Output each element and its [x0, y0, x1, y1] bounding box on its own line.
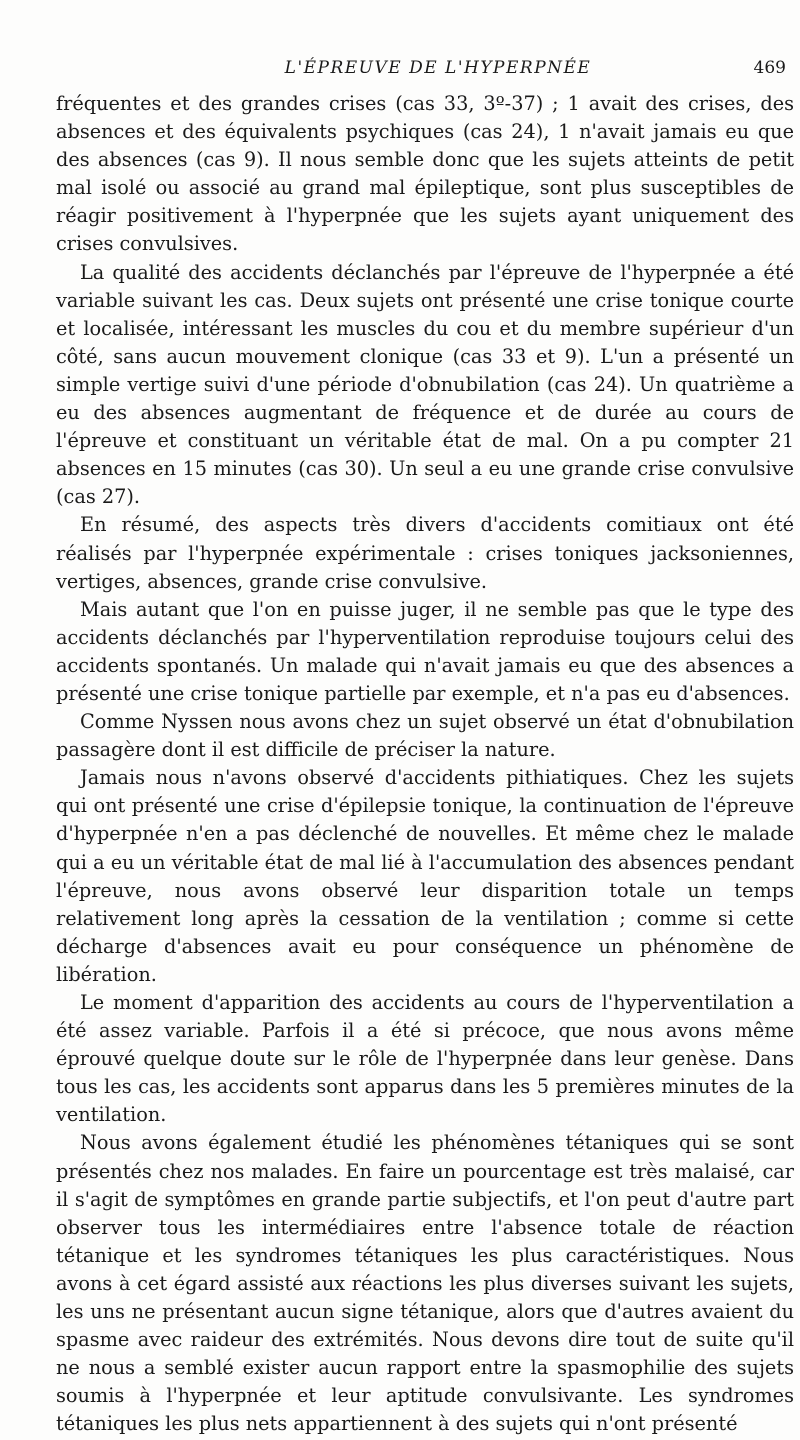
paragraph-pithiatic: Jamais nous n'avons observé d'accidents pithiatiques. Chez les sujets qui ont présenté une crise d'épilepsie tonique, la continuation de l'épreuve d'hyperpnée n'en a pas déclenché de nouvelles. Et même chez le malade qui a eu un véritable état de mal lié à l'accumulation des absences pendant l'épreuve, nous avons observé leur disparition totale un temps relativement long après la cessation de la ventilation ; comme si cette décharge d'absences avait eu pour conséquence un phénomène de libération. — [56, 766, 794, 986]
paragraph-onset-time: Le moment d'apparition des accidents au cours de l'hyperventilation a été assez variable. Parfois il a été si précoce, que nous avons même éprouvé quelque doute sur le rôle de l'hyperpnée dans leur genèse. Dans tous les cas, les accidents sont apparus dans les 5 premières minutes de la ventilation. — [56, 991, 794, 1127]
running-title: L'ÉPREUVE DE L'HYPERPNÉE — [284, 58, 592, 78]
paragraph-tetanic: Nous avons également étudié les phénomènes tétaniques qui se sont présentés chez nos malades. En faire un pourcentage est très malaisé, car il s'agit de symptômes en grande partie subjectifs, et l'on peut d'autre part observer tous les intermédiaires entre l'absence totale de réaction tétanique et les syndromes tétaniques les plus caractéristiques. Nous avons à cet égard assisté aux réactions les plus diverses suivant les sujets, les uns ne présentant aucun signe tétanique, alors que d'autres avaient du spasme avec raideur des extrémités. Nous devons dire tout de suite qu'il ne nous a semblé exister aucun rapport entre la spasmophilie des sujets soumis à l'hyperpnée et leur aptitude convulsivante. Les syndromes tétaniques les plus nets appartiennent à des sujets qui n'ont présenté — [56, 1131, 794, 1436]
paragraph-nyssen: Comme Nyssen nous avons chez un sujet observé un état d'obnubilation passagère dont il est difficile de préciser la nature. — [56, 710, 794, 762]
body-text — [56, 90, 794, 1439]
paragraph-accident-type: Mais autant que l'on en puisse juger, il ne semble pas que le type des accidents déclanchés par l'hyperventilation reproduise toujours celui des accidents spontanés. Un malade qui n'avait jamais eu que des absences a présenté une crise tonique partielle par exemple, et n'a pas eu d'absences. — [56, 597, 794, 705]
paragraph-summary: En résumé, des aspects très divers d'accidents comitiaux ont été réalisés par l'hyperpnée expérimentale : crises toniques jacksoniennes, vertiges, absences, grande crise convulsive. — [56, 513, 794, 593]
page-number: 469 — [753, 58, 786, 78]
running-head — [90, 58, 786, 88]
paragraph-accident-quality: La qualité des accidents déclanchés par l'épreuve de l'hyperpnée a été variable suivant les cas. Deux sujets ont présenté une crise tonique courte et localisée, intéressant les muscles du cou et du membre supérieur d'un côté, sans aucun mouvement clonique (cas 33 et 9). L'un a présenté un simple vertige suivi d'une période d'obnubilation (cas 24). Un quatrième a eu des absences augmentant de fréquence et de durée au cours de l'épreuve et constituant un véritable état de mal. On a pu compter 21 absences en 15 minutes (cas 30). Un seul a eu une grande crise convulsive (cas 27). — [56, 260, 794, 509]
paragraph-continuation: fréquentes et des grandes crises (cas 33, 3º-37) ; 1 avait des crises, des absences et des équivalents psychiques (cas 24), 1 n'avait jamais eu que des absences (cas 9). Il nous semble donc que les sujets atteints de petit mal isolé ou associé au grand mal épileptique, sont plus susceptibles de réagir positivement à l'hyperpnée que les sujets ayant uniquement des crises convulsives. — [56, 92, 794, 256]
